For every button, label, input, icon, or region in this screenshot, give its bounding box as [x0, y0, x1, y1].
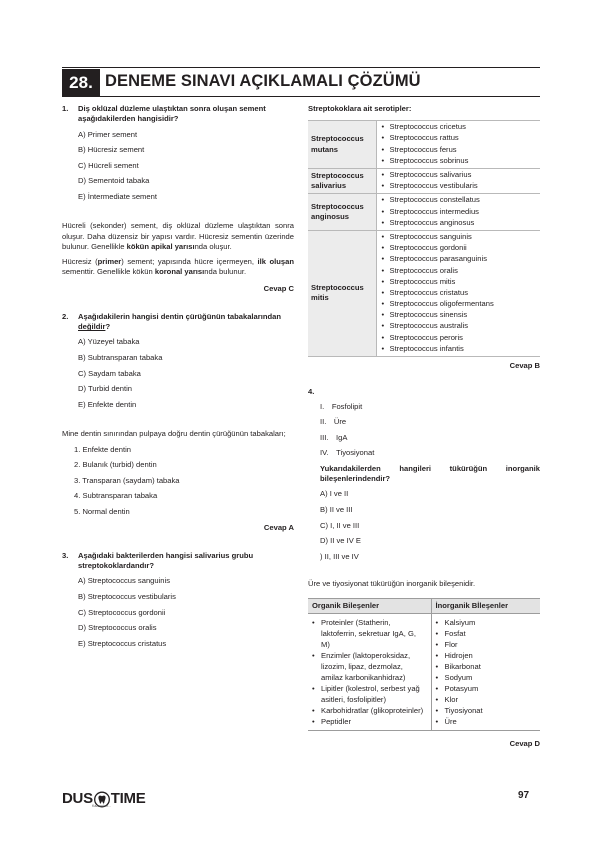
- table-header-row: [308, 598, 540, 613]
- header-rule-top: [62, 67, 540, 68]
- option-list: [62, 576, 294, 654]
- species-item: • Streptococcus salivarius: [382, 170, 541, 181]
- question-2: [62, 312, 294, 533]
- question-text: Aşağıdakilerin hangisi dentin çürüğünün tabakalarından değildir?: [78, 311, 281, 332]
- species-item: • Streptococcus sanguinis: [382, 232, 541, 243]
- statement-item: II. Üre: [320, 417, 347, 427]
- option-b[interactable]: B) Streptococcus vestibularis: [78, 592, 176, 601]
- option-list: [62, 130, 294, 208]
- option-c[interactable]: C) Hücreli sement: [78, 160, 139, 170]
- question-4: [308, 387, 540, 749]
- page-number: 97: [518, 790, 530, 801]
- species-item: • Streptococcus ferus: [382, 145, 541, 156]
- layer-item: 4. Subtransparan tabaka: [74, 491, 158, 501]
- serotype-table: [308, 120, 540, 357]
- species-item: • Streptococcus anginosus: [382, 218, 541, 229]
- option-d[interactable]: D) Turbid dentin: [78, 384, 133, 394]
- question-number: 1.: [62, 104, 69, 113]
- species-item: • Streptococcus rattus: [382, 133, 541, 144]
- species-item: • Streptococcus constellatus: [382, 195, 541, 206]
- group-name: Streptococcus mutans: [308, 121, 376, 169]
- group-name: Streptococcus mitis: [308, 230, 376, 356]
- option-d[interactable]: D) II ve IV E: [320, 536, 361, 546]
- option-c[interactable]: C) Streptococcus gordonii: [78, 607, 166, 617]
- inorganic-item: • Bikarbonat: [436, 661, 537, 672]
- species-item: • Streptococcus gordonii: [382, 243, 541, 254]
- answer-label: Cevap A: [263, 522, 294, 532]
- right-column: [308, 104, 540, 749]
- table-row: [308, 121, 540, 169]
- species-item: • Streptococcus mitis: [382, 277, 541, 288]
- table-row: [308, 169, 540, 194]
- answer-label: Cevap B: [509, 361, 540, 370]
- species-item: • Streptococcus parasanguinis: [382, 254, 541, 265]
- explanation-paragraph: Hücresiz (primer) sement; yapısında hücre içermeyen, ilk oluşan sementtir. Genellikle kökün koronal yarısında bulunur.: [62, 257, 294, 277]
- species-item: • Streptococcus intermedius: [382, 207, 541, 218]
- option-c[interactable]: C) I, II ve III: [320, 520, 360, 530]
- table-row: [308, 194, 540, 231]
- inorganic-item: • Kalsiyum: [436, 617, 537, 628]
- question-number: 2.: [62, 311, 69, 321]
- option-a[interactable]: A) Primer sement: [78, 129, 138, 139]
- statement-list: [308, 402, 540, 464]
- group-name: Streptococcus anginosus: [308, 194, 376, 231]
- option-a[interactable]: A) I ve II: [320, 489, 349, 499]
- species-item: • Streptococcus oralis: [382, 266, 541, 277]
- option-e[interactable]: E) Enfekte dentin: [78, 399, 137, 409]
- layer-item: 1. Enfekte dentin: [74, 444, 131, 454]
- inorganic-item: • Sodyum: [436, 672, 537, 683]
- page-title: DENEME SINAVI AÇIKLAMALI ÇÖZÜMÜ: [105, 72, 421, 90]
- left-column: [62, 104, 294, 654]
- saliva-components-table: [308, 598, 540, 731]
- question-text: Aşağıdaki bakterilerden hangisi salivarius grubu streptokoklardandır?: [78, 550, 254, 571]
- statement-item: IV. Tiyosiyonat: [320, 448, 375, 458]
- option-e[interactable]: ) II, III ve IV: [320, 551, 359, 561]
- layer-list: [62, 445, 294, 523]
- organic-item: • Lipitler (kolestrol, serbest yağ asitleri, fosfolipitler): [312, 683, 427, 705]
- option-list: [62, 337, 294, 415]
- logo-text-right: TIME: [110, 790, 146, 807]
- option-e[interactable]: E) İntermediate sement: [78, 191, 157, 201]
- layer-item: 2. Bulanık (turbid) dentin: [74, 460, 157, 470]
- species-item: • Streptococcus infantis: [382, 344, 541, 355]
- explanation-paragraph: Hücreli (sekonder) sement, diş oklüzal düzleme ulaştıktan sonra oluşur. Daha düzensiz bir yapısı vardır. Hücresiz sementin üzerinde bulunur. Genellikle kökün apikal yarısında oluşur.: [62, 221, 294, 251]
- answer-label: Cevap D: [509, 738, 540, 748]
- species-item: • Streptococcus peroris: [382, 333, 541, 344]
- organic-item: • Peptidler: [312, 716, 427, 727]
- logo-text-left: DUS: [62, 790, 93, 807]
- table-row: [308, 613, 540, 730]
- option-b[interactable]: B) II ve III: [320, 504, 353, 514]
- exam-number-badge: 28.: [62, 69, 100, 97]
- species-item: • Streptococcus vestibularis: [382, 181, 541, 192]
- option-b[interactable]: B) Hücresiz sement: [78, 145, 145, 155]
- layer-item: 5. Normal dentin: [74, 507, 130, 517]
- layer-item: 3. Transparan (saydam) tabaka: [74, 475, 180, 485]
- option-e[interactable]: E) Streptococcus cristatus: [78, 638, 167, 648]
- inorganic-item: • Flor: [436, 639, 537, 650]
- inorganic-item: • Potasyum: [436, 683, 537, 694]
- option-c[interactable]: C) Saydam tabaka: [78, 368, 141, 378]
- option-d[interactable]: D) Sementoid tabaka: [78, 176, 150, 186]
- explanation-paragraph: Mine dentin sınırından pulpaya doğru dentin çürüğünün tabakaları;: [62, 429, 286, 439]
- question-text: Yukarıdakilerden hangileri tükürüğün inorganik bileşenlerindendir?: [320, 463, 540, 484]
- answer-label: Cevap C: [263, 283, 294, 293]
- inorganic-item: • Üre: [436, 716, 537, 727]
- option-a[interactable]: A) Streptococcus sanguinis: [78, 576, 171, 586]
- species-item: • Streptococcus cricetus: [382, 122, 541, 133]
- group-name: Streptococcus salivarius: [308, 169, 376, 194]
- logo-tagline: Kazandırır...: [92, 804, 111, 808]
- column-header: Organik Bileşenler: [308, 598, 431, 613]
- organic-item: • Proteinler (Statherin, laktoferrin, sekretuar IgA, G, M): [312, 617, 427, 650]
- table-row: [308, 230, 540, 356]
- species-item: • Streptococcus sobrinus: [382, 156, 541, 167]
- species-item: • Streptococcus sinensis: [382, 310, 541, 321]
- question-number: 3.: [62, 550, 69, 560]
- option-b[interactable]: B) Subtransparan tabaka: [78, 353, 163, 363]
- column-header: İnorganik Bİleşenler: [431, 598, 540, 613]
- species-item: • Streptococcus cristatus: [382, 288, 541, 299]
- option-a[interactable]: A) Yüzeyel tabaka: [78, 337, 140, 347]
- question-text: Diş oklüzal düzleme ulaştıktan sonra oluşan sement aşağıdakilerden hangisidir?: [78, 104, 266, 124]
- question-1: [62, 104, 294, 294]
- species-item: • Streptococcus oligofermentans: [382, 299, 541, 310]
- question-3: [62, 551, 294, 654]
- inorganic-item: • Hidrojen: [436, 650, 537, 661]
- option-d[interactable]: D) Streptococcus oralis: [78, 623, 157, 633]
- species-item: • Streptococcus australis: [382, 321, 541, 332]
- inorganic-item: • Tiyosiyonat: [436, 705, 537, 716]
- header-rule-bottom: [62, 96, 540, 97]
- statement-item: III. IgA: [320, 432, 348, 442]
- organic-item: • Enzimler (laktoperoksidaz, lizozim, lipaz, dezmolaz, amilaz karbonikanhidraz): [312, 650, 427, 683]
- statement-item: I. Fosfolipit: [320, 401, 363, 411]
- serotype-table-title: Streptokoklara ait serotipler:: [308, 104, 412, 113]
- inorganic-item: • Fosfat: [436, 628, 537, 639]
- organic-item: • Karbohidratlar (glikoproteinler): [312, 705, 427, 716]
- question-number: 4.: [308, 387, 315, 397]
- explanation-paragraph: Üre ve tiyosiyonat tükürüğün inorganik bileşenidir.: [308, 579, 476, 589]
- option-list: [308, 489, 540, 567]
- inorganic-item: • Klor: [436, 694, 537, 705]
